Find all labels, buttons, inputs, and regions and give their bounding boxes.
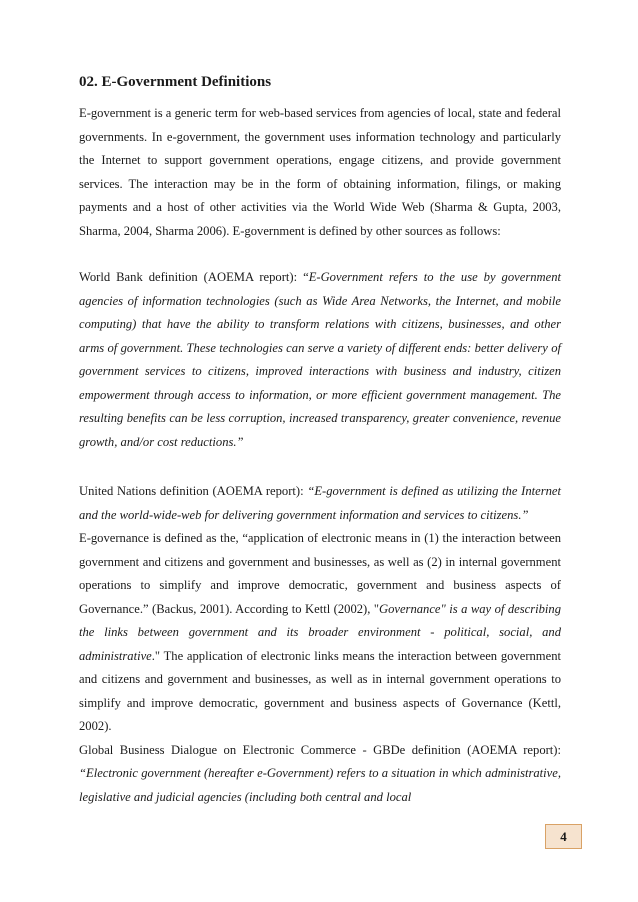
un-lead: United Nations definition (AOEMA report):: [79, 484, 308, 498]
document-body: [79, 72, 561, 809]
un-definition: [79, 480, 561, 527]
e-governance-text-a: E-governance is defined as the, “application of electronic means in (1) the interaction between government and citizens and government and businesses, as well as (2) in internal government operations to simplify and improve democratic, government and business aspects of Governance.” (Backus, 2001). According to Kettl (2002), ": [79, 531, 561, 616]
e-governance-paragraph: [79, 527, 561, 739]
world-bank-definition: [79, 266, 561, 454]
gbde-definition: [79, 739, 561, 810]
world-bank-lead: World Bank definition (AOEMA report): “: [79, 270, 309, 284]
world-bank-quote: E-Government refers to the use by government agencies of information technologies (such as Wide Area Networks, the Internet, and mobile computing) that have the ability to transform relations with citizens, businesses, and other arms of government. These technologies can serve a variety of different ends: better delivery of government services to citizens, improved interactions with business and industry, citizen empowerment through access to information, or more efficient government management. The resulting benefits can be less corruption, increased transparency, greater convenience, revenue growth, and/or cost reductions.”: [79, 270, 562, 449]
page-number: 4: [560, 828, 567, 844]
gbde-quote: “Electronic government (hereafter e-Government) refers to a situation in which administrative, legislative and judicial agencies (including both central and local: [79, 766, 561, 804]
un-quote: “E-government is defined as utilizing the Internet and the world-wide-web for delivering government information and services to citizens.”: [79, 484, 561, 522]
gbde-lead: Global Business Dialogue on Electronic Commerce - GBDe definition (AOEMA report):: [79, 742, 561, 757]
section-heading: 02. E-Government Definitions: [79, 74, 272, 90]
page-number-badge: [545, 824, 582, 849]
intro-paragraph: E-government is a generic term for web-based services from agencies of local, state and federal governments. In e-government, the government uses information technology and particularly the Internet to support government operations, engage citizens, and provide government services. The interaction may be in the form of obtaining information, filings, or making payments and a host of other activities via the World Wide Web (Sharma & Gupta, 2003, Sharma, 2004, Sharma 2006). E-government is defined by other sources as follows:: [79, 106, 561, 238]
e-governance-text-b: ." The application of electronic links means the interaction between government and citizens and government and businesses, as well as in internal government operations to simplify and improve democratic, government and business aspects of Governance (Kettl, 2002).: [79, 648, 561, 733]
kettl-quote: Governance" is a way of describing the links between government and its broader environment - political, social, and administrative: [79, 601, 561, 663]
